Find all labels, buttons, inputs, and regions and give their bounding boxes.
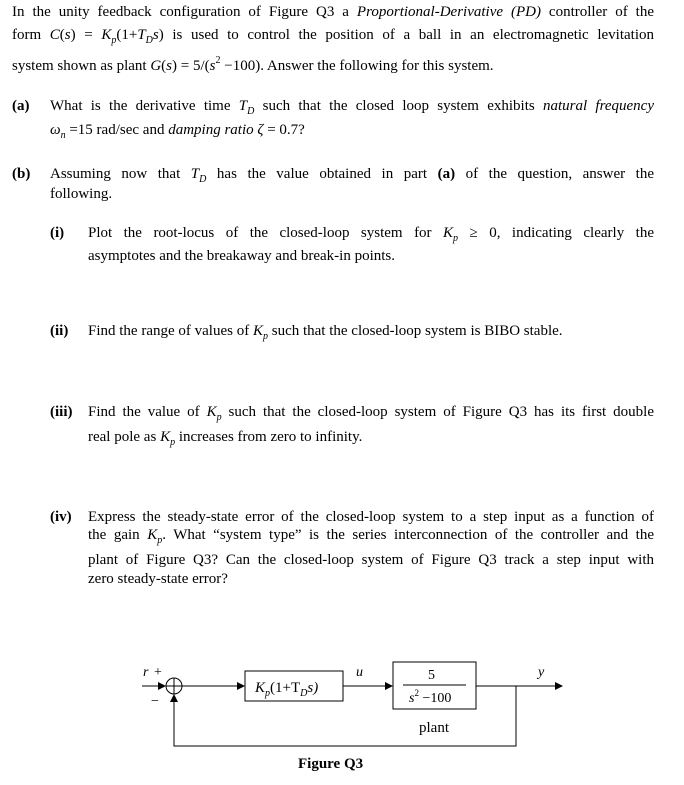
- part-a-line-2: $\omega_n =15$ rad/sec and damping ratio ζ = 0.7?: [50, 122, 305, 141]
- intro-line-2: form $C(s) = K_p(1+T_Ds)$ is used to control the position of a ball in an electromagnetic levitation: [12, 27, 654, 46]
- plant-label: plant: [419, 720, 449, 736]
- block-diagram: [0, 650, 684, 785]
- input-label-r: r: [143, 665, 149, 680]
- output-label-y: y: [538, 665, 545, 680]
- part-a-line-1: What is the derivative time $T_D$ such that the closed loop system exhibits natural frequency: [50, 98, 654, 117]
- sub-iii-line-2: real pole as $K_p$ increases from zero to infinity.: [88, 429, 363, 448]
- sub-iii-line-1: Find the value of $K_p$ such that the closed-loop system of Figure Q3 has its first double: [88, 404, 654, 423]
- sub-iii-label: (iii): [50, 404, 73, 420]
- plant-numerator: 5: [428, 668, 435, 683]
- sub-i-label: (i): [50, 225, 65, 241]
- part-b-label: (b): [12, 166, 31, 182]
- sub-iv-label: (iv): [50, 509, 72, 525]
- intro-line-1: In the unity feedback configuration of Figure Q3 a Proportional-Derivative (PD) controller of the: [12, 4, 654, 20]
- sub-i-line-2: asymptotes and the breakaway and break-in points.: [88, 248, 395, 264]
- summing-plus-sign: +: [154, 665, 162, 680]
- figure-caption: Figure Q3: [298, 756, 364, 772]
- sub-iv-line-2: the gain $K_p$. What “system type” is the series interconnection of the controller and the: [88, 527, 654, 546]
- part-b-line-1: Assuming now that $T_D$ has the value obtained in part (a) of the question, answer the: [50, 166, 654, 185]
- sub-ii-label: (ii): [50, 323, 69, 339]
- sub-iv-line-1: Express the steady-state error of the closed-loop system to a step input as a function of: [88, 509, 654, 525]
- sub-iv-line-4: zero steady-state error?: [88, 571, 228, 587]
- part-a-label: (a): [12, 98, 30, 114]
- control-signal-label-u: u: [356, 665, 363, 680]
- plant-denominator: $s^2 -100$: [409, 688, 452, 706]
- sub-i-line-1: Plot the root-locus of the closed-loop system for $K_p \ge 0$, indicating clearly the: [88, 225, 654, 244]
- controller-transfer-function: $K_p(1+T_Ds)$: [255, 680, 319, 699]
- sub-iv-line-3: plant of Figure Q3? Can the closed-loop system of Figure Q3 track a step input with: [88, 552, 654, 568]
- sub-ii-line-1: Find the range of values of $K_p$ such that the closed-loop system is BIBO stable.: [88, 323, 563, 342]
- summing-minus-sign: −: [151, 694, 159, 709]
- part-b-line-2: following.: [50, 186, 113, 202]
- summing-junction: [166, 678, 182, 694]
- intro-line-3: system shown as plant $G(s) = 5/(s^2 -100)$. Answer the following for this system.: [12, 55, 494, 74]
